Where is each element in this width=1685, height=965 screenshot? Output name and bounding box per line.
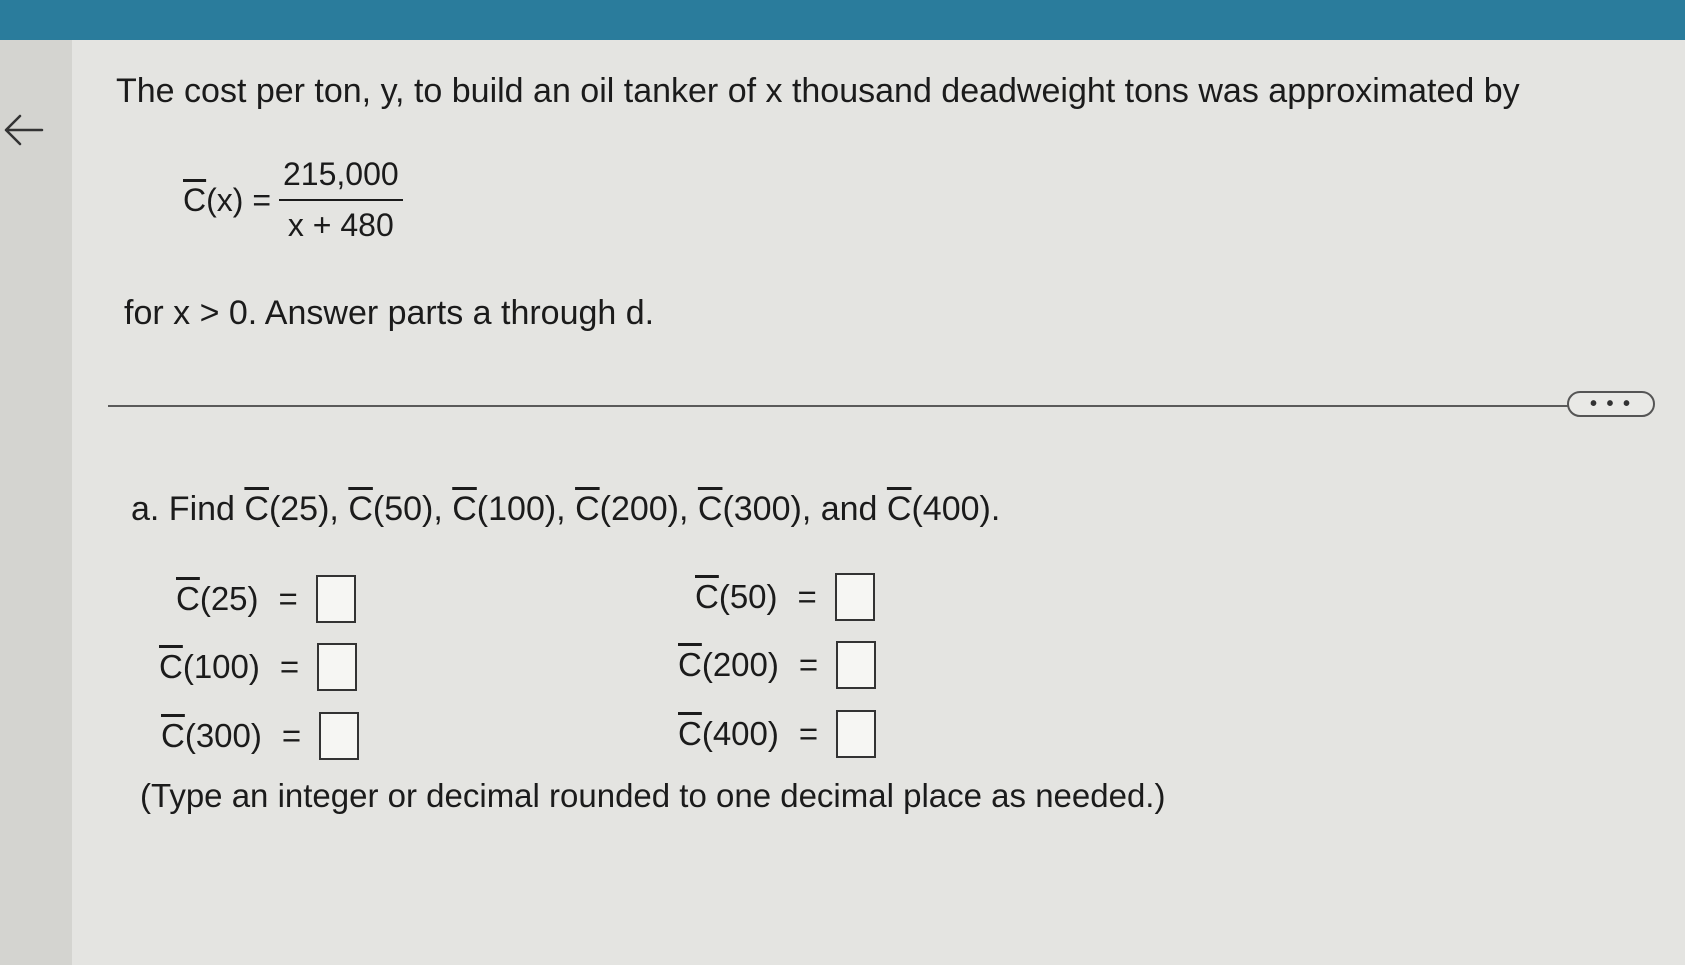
equals-sign: = xyxy=(798,715,819,752)
formula-fraction xyxy=(279,156,403,244)
answer-label: (100) xyxy=(182,648,260,685)
answer-input-c300[interactable] xyxy=(319,712,359,760)
top-bar xyxy=(0,0,1685,40)
c-bar: $\overline{C}$ xyxy=(695,578,719,615)
answer-row-c100 xyxy=(159,643,357,691)
equals-sign: = xyxy=(278,580,298,617)
answer-label: (25) xyxy=(199,580,259,617)
c-bar: $\overline{C}$ xyxy=(348,490,373,528)
equals-sign: = xyxy=(279,648,300,685)
c-arg: (200), xyxy=(599,490,698,528)
c-arg: (100), xyxy=(476,490,576,528)
answer-row-c50 xyxy=(695,573,875,621)
answer-row-c300 xyxy=(161,712,359,760)
formula-c-bar: $\overline{C}$ xyxy=(183,181,207,218)
formula-numerator: 215,000 xyxy=(279,156,403,201)
answer-row-c25 xyxy=(176,575,356,623)
c-bar: $\overline{C}$ xyxy=(678,715,702,752)
c-bar: $\overline{C}$ xyxy=(575,490,600,528)
c-arg: (50), xyxy=(372,490,453,528)
c-bar: $\overline{C}$ xyxy=(176,580,200,617)
answer-row-c200 xyxy=(678,641,876,689)
question-intro: The cost per ton, y, to build an oil tanker of x thousand deadweight tons was approximated by xyxy=(116,72,1520,110)
answer-input-c200[interactable] xyxy=(836,641,876,689)
answer-input-c50[interactable] xyxy=(835,573,875,621)
c-arg: (300), and xyxy=(722,490,887,528)
c-bar: $\overline{C}$ xyxy=(452,490,477,528)
answer-row-c400 xyxy=(678,710,876,758)
c-bar: $\overline{C}$ xyxy=(159,648,183,685)
c-arg: (400). xyxy=(911,490,1001,528)
left-gutter xyxy=(0,40,72,965)
formula-lhs-arg: (x) = xyxy=(206,181,271,218)
equals-sign: = xyxy=(797,578,817,615)
c-arg: (25), xyxy=(268,490,349,528)
answer-label: (200) xyxy=(701,646,779,683)
answer-input-c400[interactable] xyxy=(836,710,876,758)
part-a-prefix: a. Find xyxy=(131,490,245,528)
answer-format-hint: (Type an integer or decimal rounded to one decimal place as needed.) xyxy=(140,777,1166,814)
c-bar: $\overline{C}$ xyxy=(244,490,269,528)
cost-formula xyxy=(183,150,403,250)
more-options-button[interactable]: • • • xyxy=(1567,391,1655,417)
part-a-prompt xyxy=(131,490,1000,529)
back-arrow-icon[interactable] xyxy=(2,108,46,152)
answer-label: (400) xyxy=(701,715,779,752)
answer-label: (50) xyxy=(718,578,778,615)
answer-input-c25[interactable] xyxy=(316,575,356,623)
equals-sign: = xyxy=(281,717,302,754)
domain-text: for x > 0. Answer parts a through d. xyxy=(124,294,655,332)
c-bar: $\overline{C}$ xyxy=(161,717,185,754)
c-bar: $\overline{C}$ xyxy=(886,490,912,528)
c-bar: $\overline{C}$ xyxy=(678,646,702,683)
equals-sign: = xyxy=(798,646,819,683)
answer-input-c100[interactable] xyxy=(317,643,357,691)
formula-denominator: x + 480 xyxy=(287,207,394,243)
answer-label: (300) xyxy=(184,717,262,754)
section-divider xyxy=(108,405,1568,407)
c-bar: $\overline{C}$ xyxy=(697,490,723,528)
